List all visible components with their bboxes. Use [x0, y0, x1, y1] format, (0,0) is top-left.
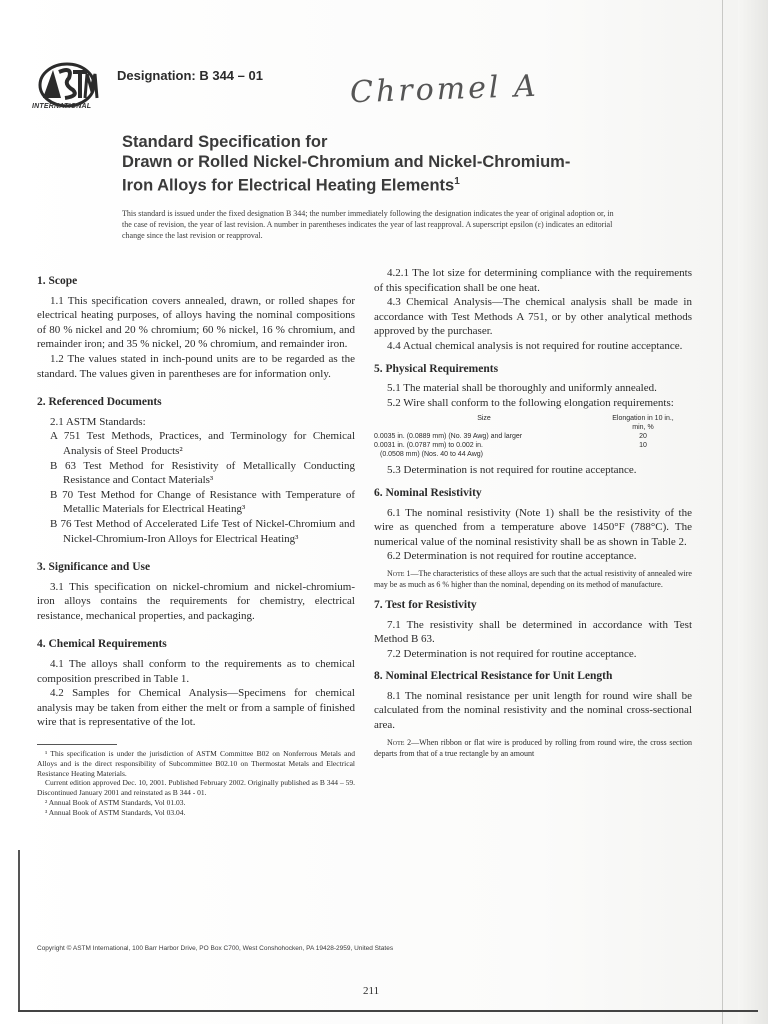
paragraph: 1.2 The values stated in inch-pound units are to be regarded as the standard. The values given in parentheses are for information only. [37, 352, 355, 380]
footnote-rule [37, 744, 117, 745]
paragraph: 7.2 Determination is not required for routine acceptance. [387, 647, 637, 660]
reference-item: B 70 Test Method for Change of Resistance with Temperature of Metallic Materials for Electrical Heating³ [50, 488, 355, 516]
table-header-cell: Size [477, 415, 491, 423]
reference-item: B 63 Test Method for Resistivity of Metallically Conducting Resistance and Contact Materials³ [50, 459, 355, 487]
paragraph: 7.1 The resistivity shall be determined in accordance with Test Method B 63. [374, 618, 692, 646]
section-heading: 1. Scope [37, 275, 78, 287]
paragraph: 8.1 The nominal resistance per unit length for round wire shall be calculated from the nominal resistivity and the nominal cross-sectional area. [374, 689, 692, 732]
scan-fold-line [722, 0, 723, 1024]
paragraph: 2.1 ASTM Standards: [50, 415, 146, 428]
footnote: ² Annual Book of ASTM Standards, Vol 01.03. [45, 798, 186, 808]
paragraph: 6.1 The nominal resistivity (Note 1) shall be the resistivity of the wire as quenched from a temperature above 1450°F (788°C). The numerical value of the nominal resistivity shall be as shown in Table 2. [374, 506, 692, 548]
table-row [374, 432, 692, 441]
right-column [374, 266, 692, 765]
table-cell: 0.0031 in. (0.0787 mm) to 0.002 in. [374, 442, 483, 450]
section-heading: 6. Nominal Resistivity [374, 486, 482, 499]
note-2: Note 2—When ribbon or flat wire is produced by rolling from round wire, the cross section departs from that of a true rectangle by an amount [374, 737, 693, 758]
standard-notice: This standard is issued under the fixed designation B 344; the number immediately following the designation indicates the year of original adoption or, in the case of revision, the year of last revision. A number in parentheses indicates the year of last reapproval. A superscript epsilon (ε) indicates an editorial change since the last revision or reapproval. [122, 209, 614, 240]
paragraph: 4.4 Actual chemical analysis is not required for routine acceptance. [387, 339, 683, 352]
table-cell: (0.0508 mm) (Nos. 40 to 44 Awg) [380, 451, 483, 459]
title-line-1: Standard Specification for [122, 133, 328, 151]
paragraph: 4.3 Chemical Analysis—The chemical analysis shall be made in accordance with Test Methods A 751, or by other analytical methods approved by the purchaser. [374, 296, 692, 338]
paragraph: 4.1 The alloys shall conform to the requirements as to chemical composition prescribed in Table 1. [37, 658, 355, 685]
table-row [374, 441, 692, 450]
paragraph: 5.2 Wire shall conform to the following elongation requirements: [387, 396, 674, 409]
scan-left-edge [18, 850, 20, 1010]
section-heading: 2. Referenced Documents [37, 396, 162, 409]
left-column [37, 266, 355, 818]
document-title [122, 132, 622, 196]
table-header-row [374, 414, 692, 432]
page-number: 211 [363, 985, 380, 997]
paragraph: 4.2.1 The lot size for determining compliance with the requirements of this specification shall be one heat. [374, 267, 692, 294]
reference-item: A 751 Test Methods, Practices, and Terminology for Chemical Analysis of Steel Products² [50, 430, 355, 457]
elongation-table [374, 414, 692, 459]
title-line-2: Drawn or Rolled Nickel-Chromium and Nickel-Chromium- [122, 153, 571, 171]
scan-bottom-edge [18, 1010, 758, 1012]
footnote: Current edition approved Dec. 10, 2001. Published February 2002. Originally published as B 344 – 59. Discontinued January 2001 and reinstated as B 344 - 01. [37, 778, 355, 798]
paragraph: 3.1 This specification on nickel-chromium and nickel-chromium-iron alloys contains the requirements for chemistry, electrical resistance, mechanical properties, and packaging. [37, 580, 355, 622]
paragraph: 4.2 Samples for Chemical Analysis—Specimens for chemical analysis may be taken from either the melt or from a sample of finished wire that is representative of the lot. [37, 687, 355, 729]
paragraph: 5.3 Determination is not required for routine acceptance. [387, 464, 637, 477]
table-header-cell: Elongation in 10 in., min, % [612, 415, 674, 432]
section-heading: 4. Chemical Requirements [37, 638, 167, 651]
section-heading: 8. Nominal Electrical Resistance for Unit Length [374, 670, 613, 683]
table-cell: 20 [639, 433, 647, 441]
section-heading: 3. Significance and Use [37, 561, 151, 574]
copyright-line: Copyright © ASTM International, 100 Barr Harbor Drive, PO Box C700, West Conshohocken, PA 19428-2959, United States [37, 945, 394, 952]
table-row [374, 450, 692, 459]
note-1: Note 1—The characteristics of these alloys are such that the actual resistivity of annealed wire may be as much as 6 % higher than the nominal, depending on its method of manufacture. [374, 568, 692, 589]
table-cell [594, 450, 692, 459]
scan-edge-shadow [738, 0, 768, 1024]
section-heading: 7. Test for Resistivity [374, 598, 477, 611]
table-cell: 0.0035 in. (0.0889 mm) (No. 39 Awg) and larger [374, 433, 523, 441]
paragraph: 6.2 Determination is not required for routine acceptance. [387, 550, 637, 563]
designation: Designation: B 344 – 01 [117, 68, 263, 83]
table-cell: 10 [639, 442, 647, 450]
logo-caption: INTERNATIONAL [32, 103, 92, 110]
paragraph: 1.1 This specification covers annealed, drawn, or rolled shapes for electrical heating purposes, of alloys having the nominal compositions of 80 % nickel and 20 % chromium; 60 % nickel, 16 % chromium, and remainder iron; and 35 % nickel, 20 % chromium, and remainder iron. [37, 294, 355, 351]
footnote: ³ Annual Book of ASTM Standards, Vol 03.04. [45, 807, 186, 817]
paragraph: 5.1 The material shall be thoroughly and uniformly annealed. [387, 382, 657, 395]
title-line-3: Iron Alloys for Electrical Heating Elements$^1$ [122, 176, 460, 195]
handwritten-note: Chromel A [349, 68, 540, 111]
reference-item: B 76 Test Method of Accelerated Life Test of Nickel-Chromium and Nickel-Chromium-Iron Alloys for Electrical Heating³ [50, 517, 355, 545]
footnote: ¹ This specification is under the jurisdiction of ASTM Committee B02 on Nonferrous Metals and Alloys and is the direct responsibility of Subcommittee B02.10 on Thermostat Metals and Electrical Resistance Heating Materials. [37, 749, 355, 778]
section-heading: 5. Physical Requirements [374, 362, 499, 375]
